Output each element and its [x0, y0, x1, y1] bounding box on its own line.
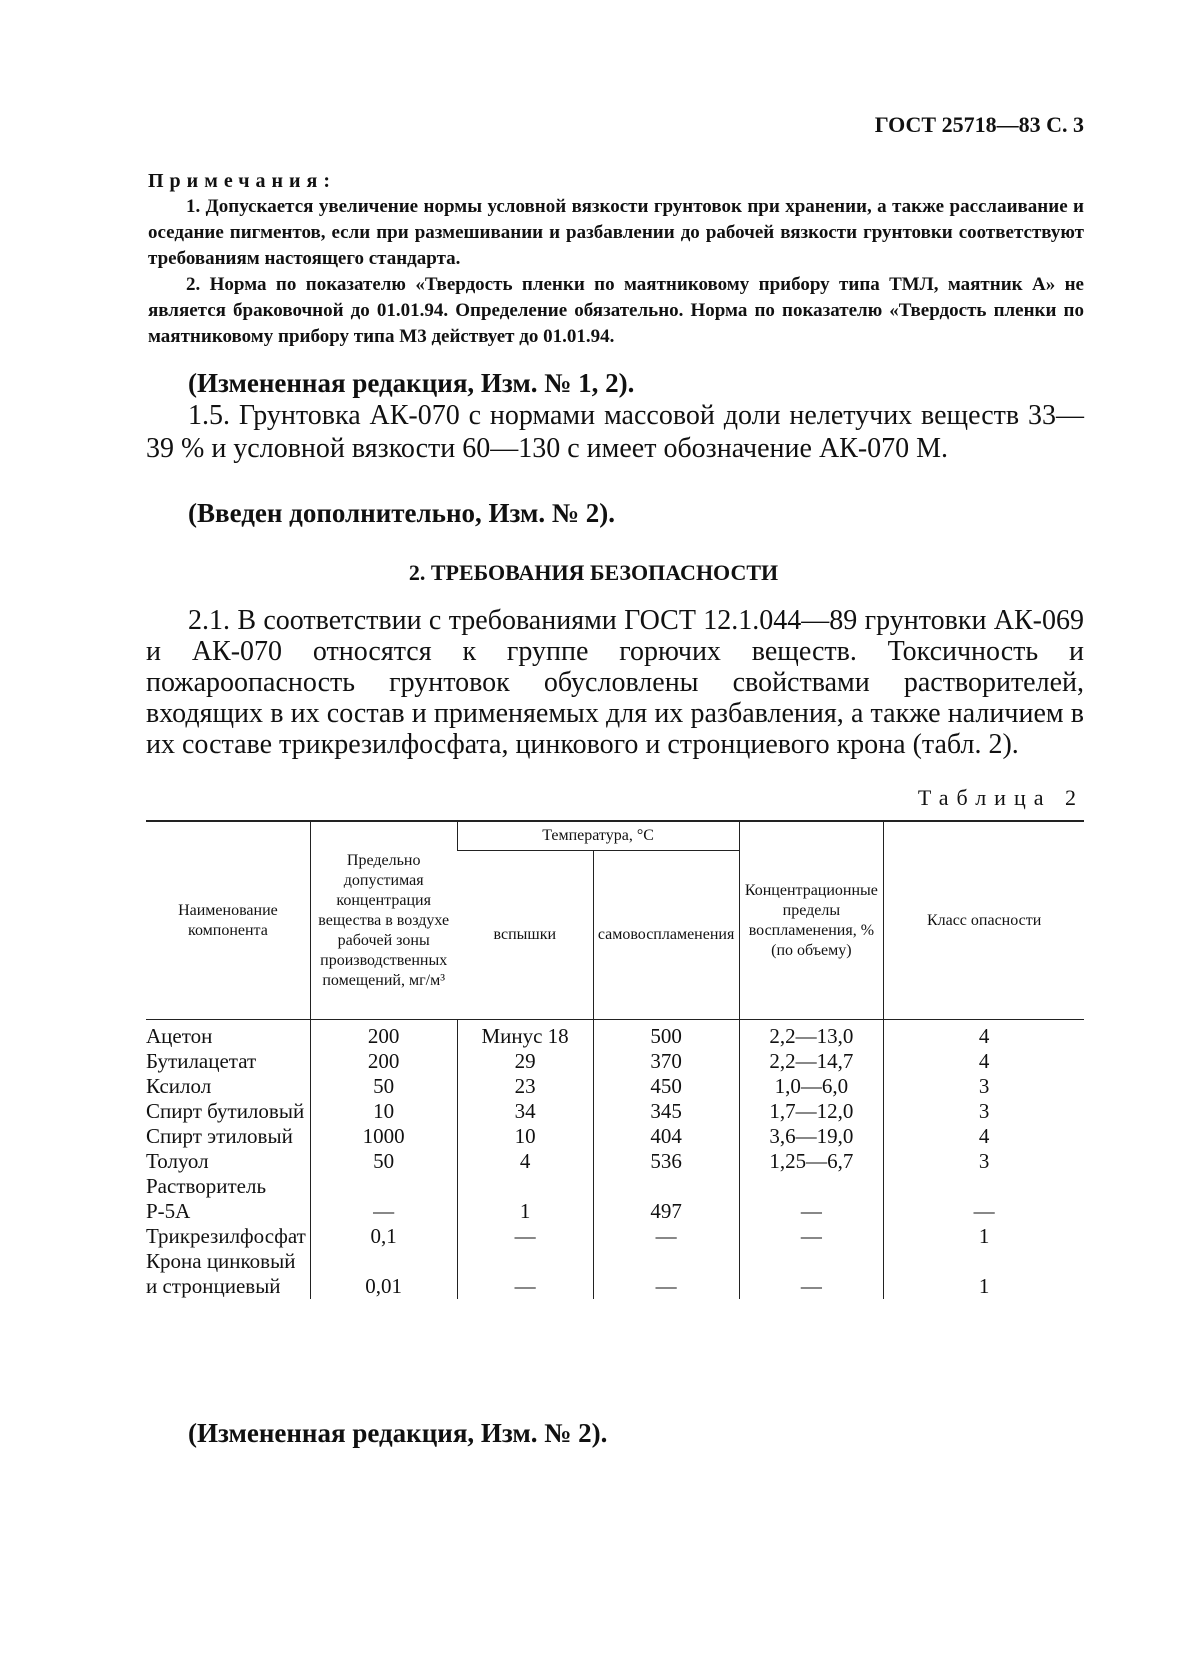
- header-temperature: Температура, °С: [457, 821, 739, 851]
- cell-limits: 2,2—14,7: [739, 1049, 884, 1074]
- cell-flash: 23: [457, 1074, 593, 1099]
- table-row: [146, 1020, 1084, 1050]
- table-row: [146, 1149, 1084, 1174]
- page-header: ГОСТ 25718—83 С. 3: [874, 112, 1084, 137]
- cell-name: Бутилацетат: [146, 1049, 257, 1073]
- cell-name: Крона цинковый и стронциевый: [146, 1249, 296, 1298]
- cell-hazard: 3: [884, 1074, 1084, 1099]
- introduced-note: (Введен дополнительно, Изм. № 2).: [188, 498, 615, 528]
- clause-1-5: 1.5. Грунтовка АК-070 с нормами массовой доли нелетучих веществ 33—39 % и условной вязкости 60—130 с имеет обозначение АК-070 М.: [146, 400, 1084, 464]
- cell-auto: 345: [593, 1099, 739, 1124]
- cell-flash: 34: [457, 1099, 593, 1124]
- table-row: [146, 1224, 1084, 1249]
- cell-limits: 1,0—6,0: [739, 1074, 884, 1099]
- cell-hazard: 1: [884, 1249, 1084, 1299]
- cell-mpc: 0,1: [310, 1224, 457, 1249]
- cell-auto: 450: [593, 1074, 739, 1099]
- cell-limits: 2,2—13,0: [739, 1020, 884, 1050]
- cell-mpc: —: [310, 1174, 457, 1224]
- cell-name: Толуол: [146, 1149, 209, 1173]
- section-title: 2. ТРЕБОВАНИЯ БЕЗОПАСНОСТИ: [408, 560, 779, 585]
- cell-mpc: 10: [310, 1099, 457, 1124]
- note-2: 2. Норма по показателю «Твердость пленки по маятниковому прибору типа ТМЛ, маятник А» не является браковочной до 01.01.94. Определение обязательно. Норма по показателю «Твердость пленки по маятниковому прибору типа М3 действует до 01.01.94.: [148, 274, 1084, 347]
- table-body: [146, 1020, 1084, 1300]
- cell-name: Трикрезилфосфат: [146, 1224, 306, 1248]
- table-row: [146, 1174, 1084, 1224]
- cell-flash: 29: [457, 1049, 593, 1074]
- cell-auto: 404: [593, 1124, 739, 1149]
- hazard-table: [146, 820, 1084, 1299]
- cell-flash: Минус 18: [457, 1020, 593, 1050]
- cell-auto: 497: [593, 1174, 739, 1224]
- cell-mpc: 200: [310, 1049, 457, 1074]
- cell-limits: —: [739, 1224, 884, 1249]
- cell-name: Ксилол: [146, 1074, 212, 1098]
- header-flash: вспышки: [457, 851, 593, 1020]
- cell-hazard: 4: [884, 1020, 1084, 1050]
- table-label: Таблица 2: [917, 785, 1084, 810]
- header-name: Наименование компонента: [146, 821, 310, 1020]
- header-mpc: Предельно допустимая концентрация вещества в воздухе рабочей зоны производственных помещений, мг/м³: [310, 821, 457, 1020]
- cell-flash: —: [457, 1249, 593, 1299]
- table-row: [146, 1049, 1084, 1074]
- cell-mpc: 200: [310, 1020, 457, 1050]
- cell-flash: 4: [457, 1149, 593, 1174]
- cell-mpc: 50: [310, 1074, 457, 1099]
- cell-limits: —: [739, 1174, 884, 1224]
- cell-limits: 3,6—19,0: [739, 1124, 884, 1149]
- header-autoignition: самовоспламенения: [593, 851, 739, 1020]
- cell-name: Ацетон: [146, 1024, 213, 1048]
- notes-block: [148, 168, 1084, 350]
- cell-mpc: 0,01: [310, 1249, 457, 1299]
- notes-title: Примечания:: [148, 170, 337, 192]
- cell-auto: —: [593, 1224, 739, 1249]
- table-row: [146, 1124, 1084, 1149]
- cell-mpc: 50: [310, 1149, 457, 1174]
- cell-hazard: 1: [884, 1224, 1084, 1249]
- cell-flash: 10: [457, 1124, 593, 1149]
- cell-auto: —: [593, 1249, 739, 1299]
- cell-flash: 1: [457, 1174, 593, 1224]
- note-1: 1. Допускается увеличение нормы условной вязкости грунтовок при хранении, а также расслаивание и оседание пигментов, если при размешивании и разбавлении до рабочей вязкости грунтовки соответствуют требованиям настоящего стандарта.: [148, 196, 1084, 269]
- cell-limits: 1,25—6,7: [739, 1149, 884, 1174]
- cell-limits: —: [739, 1249, 884, 1299]
- cell-flash: —: [457, 1224, 593, 1249]
- cell-limits: 1,7—12,0: [739, 1099, 884, 1124]
- header-limits: Концентрационные пределы воспламенения, % (по объему): [739, 821, 884, 1020]
- cell-hazard: 4: [884, 1049, 1084, 1074]
- cell-hazard: 3: [884, 1149, 1084, 1174]
- cell-auto: 500: [593, 1020, 739, 1050]
- table-row: [146, 1249, 1084, 1299]
- cell-name: Спирт бутиловый: [146, 1099, 305, 1123]
- amendment-note-2: (Измененная редакция, Изм. № 2).: [188, 1418, 608, 1448]
- table-row: [146, 1099, 1084, 1124]
- cell-hazard: 3: [884, 1099, 1084, 1124]
- cell-mpc: 1000: [310, 1124, 457, 1149]
- cell-hazard: 4: [884, 1124, 1084, 1149]
- cell-auto: 370: [593, 1049, 739, 1074]
- table-row: [146, 1074, 1084, 1099]
- header-hazard-class: Класс опасности: [884, 821, 1084, 1020]
- amendment-note-1: (Измененная редакция, Изм. № 1, 2).: [188, 368, 635, 398]
- clause-2-1: 2.1. В соответствии с требованиями ГОСТ 12.1.044—89 грунтовки АК-069 и АК-070 относятся к группе горючих веществ. Токсичность и пожароопасность грунтовок обусловлены свойствами растворителей, входящих в их состав и применяемых для их разбавления, а также наличием в их составе трикрезилфосфата, цинкового и стронциевого крона (табл. 2).: [146, 605, 1084, 760]
- cell-name: Спирт этиловый: [146, 1124, 293, 1148]
- cell-hazard: —: [884, 1174, 1084, 1224]
- cell-name: Растворитель Р-5А: [146, 1174, 267, 1223]
- cell-auto: 536: [593, 1149, 739, 1174]
